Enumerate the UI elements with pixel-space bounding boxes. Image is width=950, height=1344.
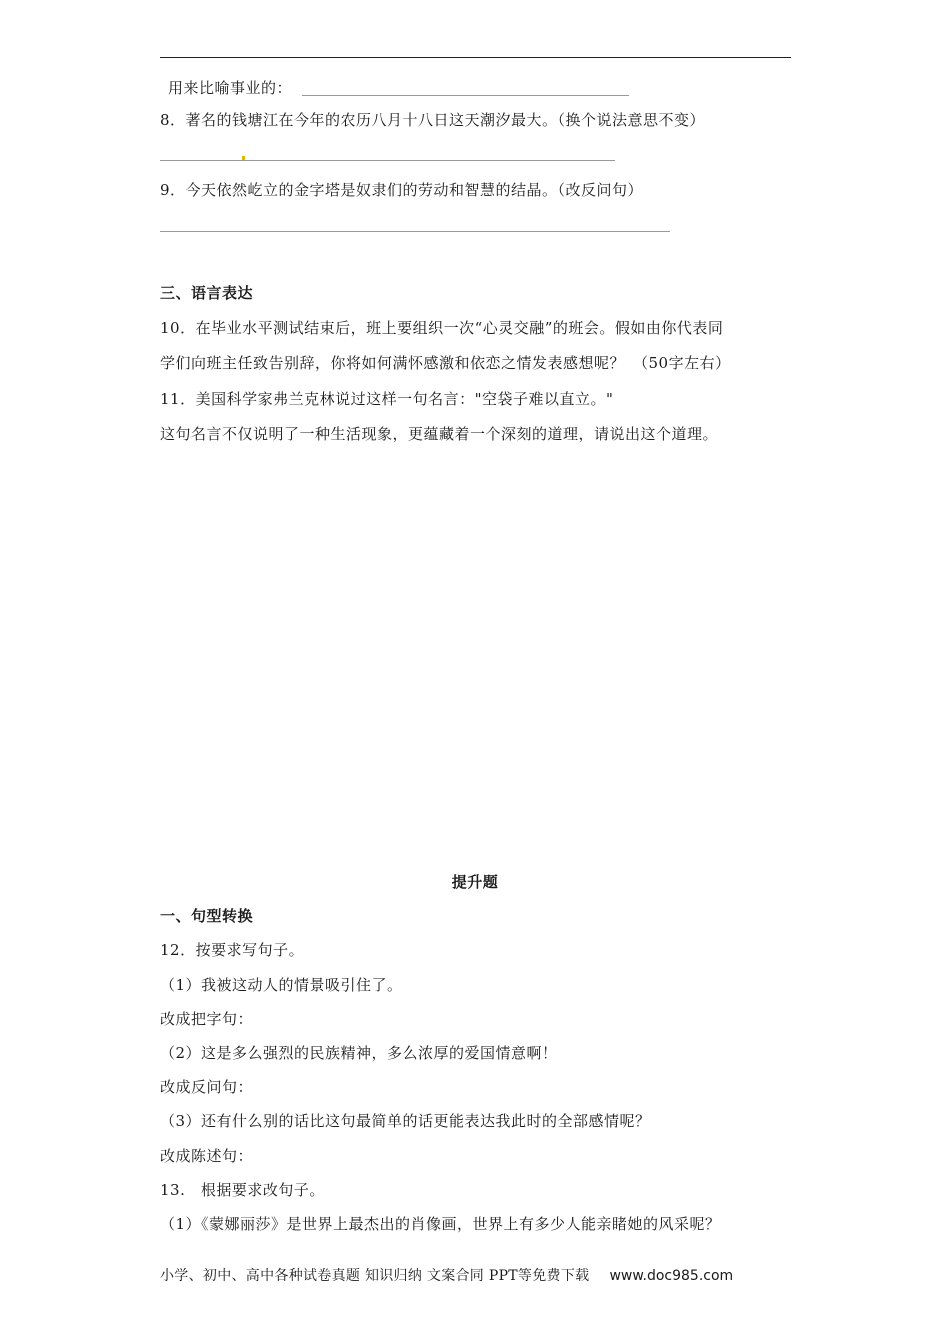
q12-1-text: （1）我被这动人的情景吸引住了。 — [160, 976, 403, 994]
footer-url[interactable]: www.doc985.com — [609, 1268, 734, 1284]
page-footer — [160, 1265, 733, 1285]
highlight-mark — [242, 156, 245, 160]
q8-text: 8．著名的钱塘江在今年的农历八月十八日这天潮汐最大。（换个说法意思不变） — [160, 111, 706, 129]
q12-3-text: （3）还有什么别的话比这句最简单的话更能表达我此时的全部感情呢？ — [160, 1112, 651, 1130]
q12-text: 12．按要求写句子。 — [160, 941, 305, 959]
header-rule — [160, 57, 791, 58]
q8-answer-line — [160, 160, 615, 161]
footer-text: 小学、初中、高中各种试卷真题 知识归纳 文案合同 PPT等免费下载 — [160, 1268, 590, 1284]
advanced-title: 提升题 — [451, 873, 499, 891]
q11-line2: 这句名言不仅说明了一种生活现象，更蕴藏着一个深刻的道理，请说出这个道理。 — [160, 425, 719, 443]
section3-heading: 三、语言表达 — [160, 284, 254, 302]
q9-answer-line — [160, 231, 670, 232]
q13-1-text: （1）《蒙娜丽莎》是世界上最杰出的肖像画，世界上有多少人能亲睹她的风采呢？ — [160, 1215, 721, 1233]
q12-2-text: （2）这是多么强烈的民族精神，多么浓厚的爱国情意啊！ — [160, 1044, 558, 1062]
advanced-section1-heading: 一、句型转换 — [160, 907, 254, 925]
q12-3-task: 改成陈述句： — [160, 1147, 254, 1165]
q9-text: 9．今天依然屹立的金字塔是奴隶们的劳动和智慧的结晶。（改反问句） — [160, 181, 644, 199]
q13-text: 13. 根据要求改句子。 — [160, 1181, 325, 1199]
q12-2-task: 改成反问句： — [160, 1078, 254, 1096]
q7-answer-line — [302, 95, 629, 96]
q12-1-task: 改成把字句： — [160, 1010, 254, 1028]
q11-line1: 11．美国科学家弗兰克林说过这样一句名言："空袋子难以直立。" — [160, 390, 614, 408]
q10-line1: 10．在毕业水平测试结束后，班上要组织一次“心灵交融”的班会。假如由你代表同 — [160, 319, 724, 337]
q10-line2: 学们向班主任致告别辞，你将如何满怀感激和依恋之情发表感想呢？ （50字左右） — [160, 354, 731, 372]
q7-tail-text: 用来比喻事业的： — [168, 79, 293, 97]
